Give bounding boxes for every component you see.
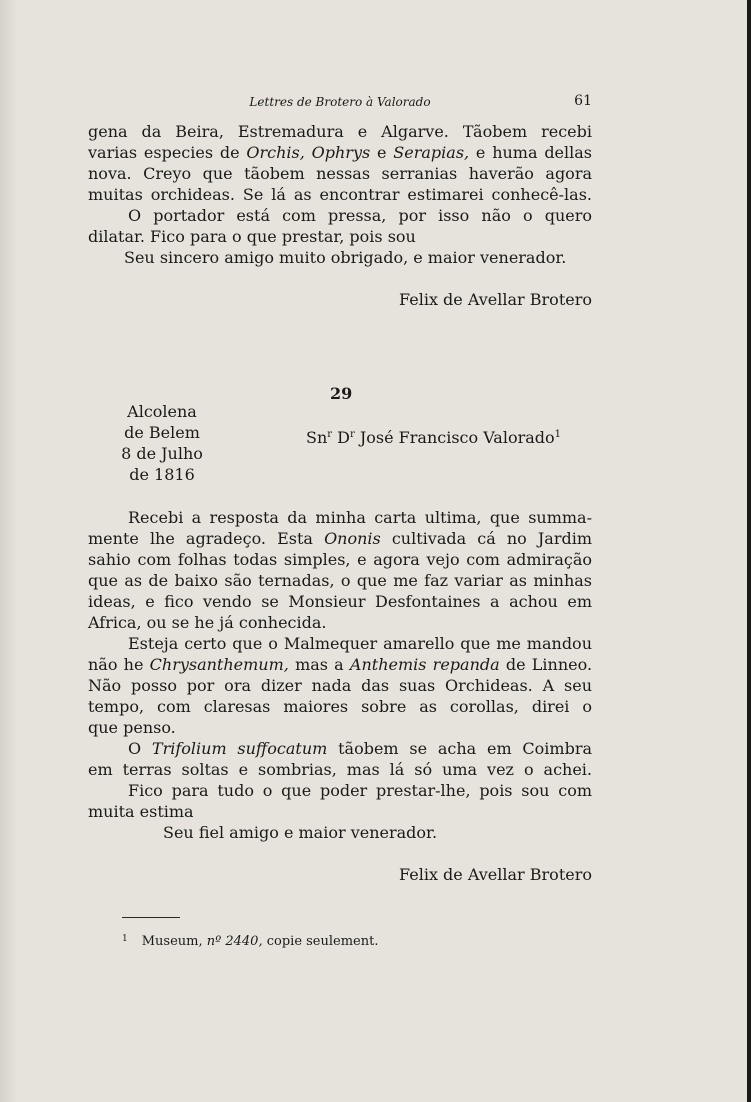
dateline-place: Alcolena <box>127 402 197 421</box>
text-line: Recebi a resposta da minha carta ultima, que summa- <box>128 508 592 527</box>
text-line: não he Chrysanthemum, mas a Anthemis repanda de Linneo. <box>88 655 593 674</box>
signature: Felix de Avellar Brotero <box>399 865 592 884</box>
dateline-year: de 1816 <box>129 465 195 484</box>
text-line: dilatar. Fico para o que prestar, pois sou <box>88 227 416 246</box>
footnote-number: 1 <box>122 934 128 944</box>
dateline-place-2: de Belem <box>124 423 200 442</box>
text-line: Esteja certo que o Malmequer amarello que me mandou <box>128 634 592 653</box>
footnote: $^1$ Museum, nº 2440, copie seulement. <box>122 934 379 949</box>
text-line: em terras soltas e sombrias, mas lá só uma vez o achei. <box>88 760 592 779</box>
text-line: Africa, ou se he já conhecida. <box>88 613 327 632</box>
recipient: Sn$^r$ $D^r$ José Francisco Valorado$^1$ <box>306 428 562 447</box>
footnote-reference: 1 <box>554 429 562 440</box>
text-line: que as de baixo são ternadas, o que me faz variar as minhas <box>88 571 592 590</box>
text-line: muita estima <box>88 802 194 821</box>
closing-line: Seu fiel amigo e maior venerador. <box>163 823 438 842</box>
dateline-date: 8 de Julho <box>121 444 203 463</box>
text-line: Não posso por ora dizer nada das suas Orchideas. A seu <box>88 676 592 695</box>
text-line: muitas orchideas. Se lá as encontrar estimarei conhecê-las. <box>88 185 592 204</box>
page-number: 61 <box>574 93 592 109</box>
running-title: Lettres de Brotero à Valorado <box>249 95 431 109</box>
text-line: ideas, e fico vendo se Monsieur Desfontaines a achou em <box>88 592 592 611</box>
text-line: que penso. <box>88 718 176 737</box>
text-line: tempo, com claresas maiores sobre as corollas, direi o <box>88 697 592 716</box>
text-line: Fico para tudo o que poder prestar-lhe, pois sou com <box>128 781 592 800</box>
signature: Felix de Avellar Brotero <box>399 290 592 309</box>
text-line: nova. Creyo que tãobem nessas serranias haverão agora <box>88 164 592 183</box>
text-line: O Trifolium suffocatum tãobem se acha em Coimbra <box>128 739 593 758</box>
text-line: sahio com folhas todas simples, e agora vejo com admiração <box>88 550 592 569</box>
footnote-rule <box>122 917 180 918</box>
text-line: varias especies de Orchis, Ophrys e Serapias, e huma dellas <box>88 143 593 162</box>
letter-number: 29 <box>330 384 353 403</box>
page-header <box>88 93 592 113</box>
text-line: gena da Beira, Estremadura e Algarve. Tãobem recebi <box>88 122 592 141</box>
closing-line: Seu sincero amigo muito obrigado, e maior venerador. <box>124 248 567 267</box>
text-line: O portador está com pressa, por isso não o quero <box>128 206 592 225</box>
text-line: mente lhe agradeço. Esta Ononis cultivada cá no Jardim <box>88 529 592 548</box>
